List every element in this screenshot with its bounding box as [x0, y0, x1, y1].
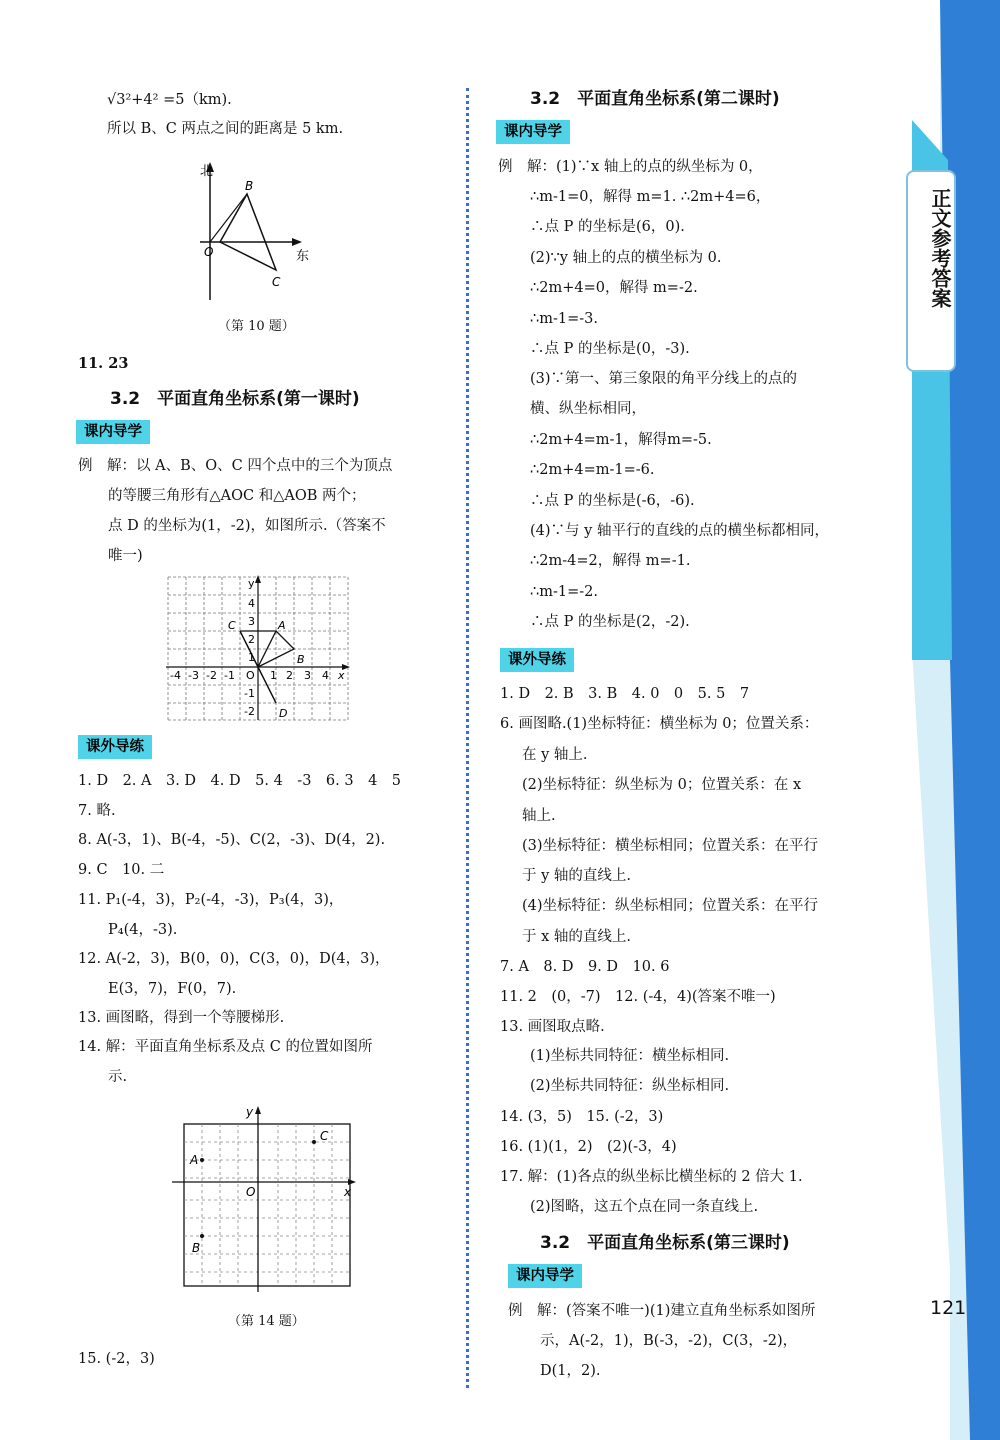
example-line: ∴m-1=0，解得 m=1. ∴2m+4=6， [530, 189, 771, 205]
grid1-point-D: D [279, 707, 288, 720]
answer-line: 1. D 2. A 3. D 4. D 5. 4 -3 6. 3 4 5 [78, 773, 402, 789]
tag-in-class: 课内导学 [496, 120, 570, 144]
answer-11: 11. 23 [78, 355, 129, 372]
answer-line: (3)坐标特征：横坐标相同；位置关系：在平行 [522, 838, 819, 854]
section-title-lesson2: 3.2 平面直角坐标系(第二课时) [530, 89, 780, 109]
answer-15: 15. (-2，3) [78, 1351, 155, 1367]
answer-line: 7. A 8. D 9. D 10. 6 [500, 959, 670, 975]
grid1-tick: 1 [270, 669, 277, 682]
grid1-tick: 1 [248, 651, 255, 664]
grid1-point-A: A [278, 619, 286, 632]
grid-figure-1 [166, 575, 352, 723]
figure-10 [190, 150, 330, 300]
answer-line: (4)坐标特征：纵坐标相同；位置关系：在平行 [522, 898, 819, 914]
grid1-origin: O [246, 669, 255, 682]
column-divider [466, 88, 469, 1388]
figure-14 [170, 1102, 360, 1292]
grid1-tick: -2 [206, 669, 217, 682]
fig10-B-label: B [245, 179, 254, 193]
grid1-label-y: y [248, 577, 255, 590]
example-line: 横、纵坐标相同， [530, 401, 646, 417]
fig10-caption: （第 10 题） [218, 319, 295, 334]
grid1-tick: -1 [224, 669, 235, 682]
example-line: 示，A(-2，1)，B(-3，-2)，C(3，-2)， [540, 1333, 798, 1349]
answer-line: 11. P₁(-4，3)，P₂(-4，-3)，P₃(4，3)， [78, 892, 344, 908]
example-line: ∴m-1=-2. [530, 584, 598, 600]
example-line: ∴点 P 的坐标是(2，-2). [530, 614, 690, 630]
answer-line: E(3，7)，F(0，7). [108, 981, 237, 997]
fig14-point-A: A [190, 1153, 199, 1167]
fig14-y-label: y [246, 1105, 254, 1119]
answer-line: (2)坐标特征：纵坐标为 0；位置关系：在 x [522, 777, 802, 793]
side-tab [906, 170, 956, 372]
grid1-tick: -3 [188, 669, 199, 682]
fig14-origin: O [246, 1185, 256, 1199]
answer-line: 6. 画图略.(1)坐标特征：横坐标为 0；位置关系： [500, 716, 819, 732]
fig14-point-C: C [320, 1129, 329, 1143]
answer-line: 示. [108, 1069, 128, 1085]
answer-line: (2)图略，这五个点在同一条直线上. [530, 1199, 759, 1215]
example-line: (3)∵第一、第三象限的角平分线上的点的 [530, 371, 798, 387]
answer-line: 于 x 轴的直线上. [522, 929, 632, 945]
tag-after-class: 课外导练 [500, 648, 574, 672]
example-line: ∴点 P 的坐标是(0，-3). [530, 341, 690, 357]
grid1-point-C: C [228, 619, 236, 632]
grid1-tick: -1 [244, 687, 255, 700]
section-title-lesson3: 3.2 平面直角坐标系(第三课时) [540, 1233, 790, 1253]
answer-line: 1. D 2. B 3. B 4. 0 0 5. 5 7 [500, 686, 750, 702]
answer-line: 14. 解：平面直角坐标系及点 C 的位置如图所 [78, 1039, 373, 1055]
grid1-tick: 3 [248, 615, 255, 628]
side-tab-label: 正文参考答案 [928, 188, 952, 308]
fig14-caption: （第 14 题） [228, 1314, 305, 1329]
example-line: ∴2m+4=m-1，解得m=-5. [530, 432, 712, 448]
example-line: (4)∵与 y 轴平行的直线的点的横坐标都相同， [530, 523, 829, 539]
example-line: 的等腰三角形有△AOC 和△AOB 两个； [108, 488, 366, 504]
answer-line: 16. (1)(1，2) (2)(-3，4) [500, 1139, 677, 1155]
answer-line: 13. 画图取点略. [500, 1019, 605, 1035]
page-number: 121 [930, 1297, 967, 1319]
example-line: 例 解：以 A、B、O、C 四个点中的三个为顶点 [78, 458, 393, 474]
text-line: 所以 B、C 两点之间的距离是 5 km. [107, 121, 344, 137]
answer-line: 在 y 轴上. [522, 747, 588, 763]
answer-line: P₄(4，-3). [108, 922, 178, 938]
answer-line: 14. (3，5) 15. (-2，3) [500, 1109, 664, 1125]
fig10-north-label: 北 [200, 164, 214, 179]
example-line: 例 解：(答案不唯一)(1)建立直角坐标系如图所 [508, 1303, 816, 1319]
answer-line: 12. A(-2，3)，B(0，0)，C(3，0)，D(4，3)， [78, 951, 390, 967]
example-line: 例 解：(1)∵x 轴上的点的纵坐标为 0， [498, 159, 763, 175]
grid1-tick: 2 [248, 633, 255, 646]
example-line: 唯一) [108, 548, 143, 564]
grid1-tick: 4 [248, 597, 255, 610]
fig14-point-B: B [192, 1241, 201, 1255]
example-line: 点 D 的坐标为(1，-2)，如图所示.（答案不 [108, 518, 386, 534]
example-line: ∴点 P 的坐标是(6，0). [530, 219, 685, 235]
tag-after-class: 课外导练 [78, 735, 152, 759]
answer-line: 8. A(-3，1)、B(-4，-5)、C(2，-3)、D(4，2). [78, 832, 386, 848]
text-line: √3²+4² =5（km). [107, 92, 232, 108]
grid1-tick: 2 [286, 669, 293, 682]
example-line: D(1，2). [540, 1363, 601, 1379]
fig10-O-label: O [204, 245, 214, 259]
tag-in-class: 课内导学 [76, 420, 150, 444]
answer-line: 11. 2 (0，-7) 12. (-4，4)(答案不唯一) [500, 989, 776, 1005]
grid1-tick: -4 [170, 669, 181, 682]
answer-line: (2)坐标共同特征：纵坐标相同. [530, 1078, 730, 1094]
example-line: ∴m-1=-3. [530, 311, 598, 327]
grid1-tick: 4 [322, 669, 329, 682]
answer-line: 17. 解：(1)各点的纵坐标比横坐标的 2 倍大 1. [500, 1169, 803, 1185]
answer-line: 轴上. [522, 808, 556, 824]
answer-line: 9. C 10. 二 [78, 862, 165, 878]
grid1-point-B: B [297, 653, 305, 666]
answer-line: 13. 画图略，得到一个等腰梯形. [78, 1010, 285, 1026]
answer-line: (1)坐标共同特征：横坐标相同. [530, 1048, 730, 1064]
example-line: ∴2m+4=0，解得 m=-2. [530, 280, 698, 296]
tag-in-class: 课内导学 [508, 1264, 582, 1288]
example-line: ∴2m-4=2，解得 m=-1. [530, 553, 691, 569]
grid1-tick: -2 [244, 705, 255, 718]
fig10-C-label: C [272, 275, 281, 289]
answer-line: 于 y 轴的直线上. [522, 868, 632, 884]
example-line: (2)∵y 轴上的点的横坐标为 0. [530, 250, 722, 266]
fig14-x-label: x [344, 1185, 352, 1199]
grid1-label-x: x [338, 669, 345, 682]
example-line: ∴2m+4=m-1=-6. [530, 462, 655, 478]
fig10-east-label: 东 [296, 249, 310, 264]
grid1-tick: 3 [304, 669, 311, 682]
answer-line: 7. 略. [78, 803, 116, 819]
example-line: ∴点 P 的坐标是(-6，-6). [530, 493, 695, 509]
section-title-lesson1: 3.2 平面直角坐标系(第一课时) [110, 389, 360, 409]
